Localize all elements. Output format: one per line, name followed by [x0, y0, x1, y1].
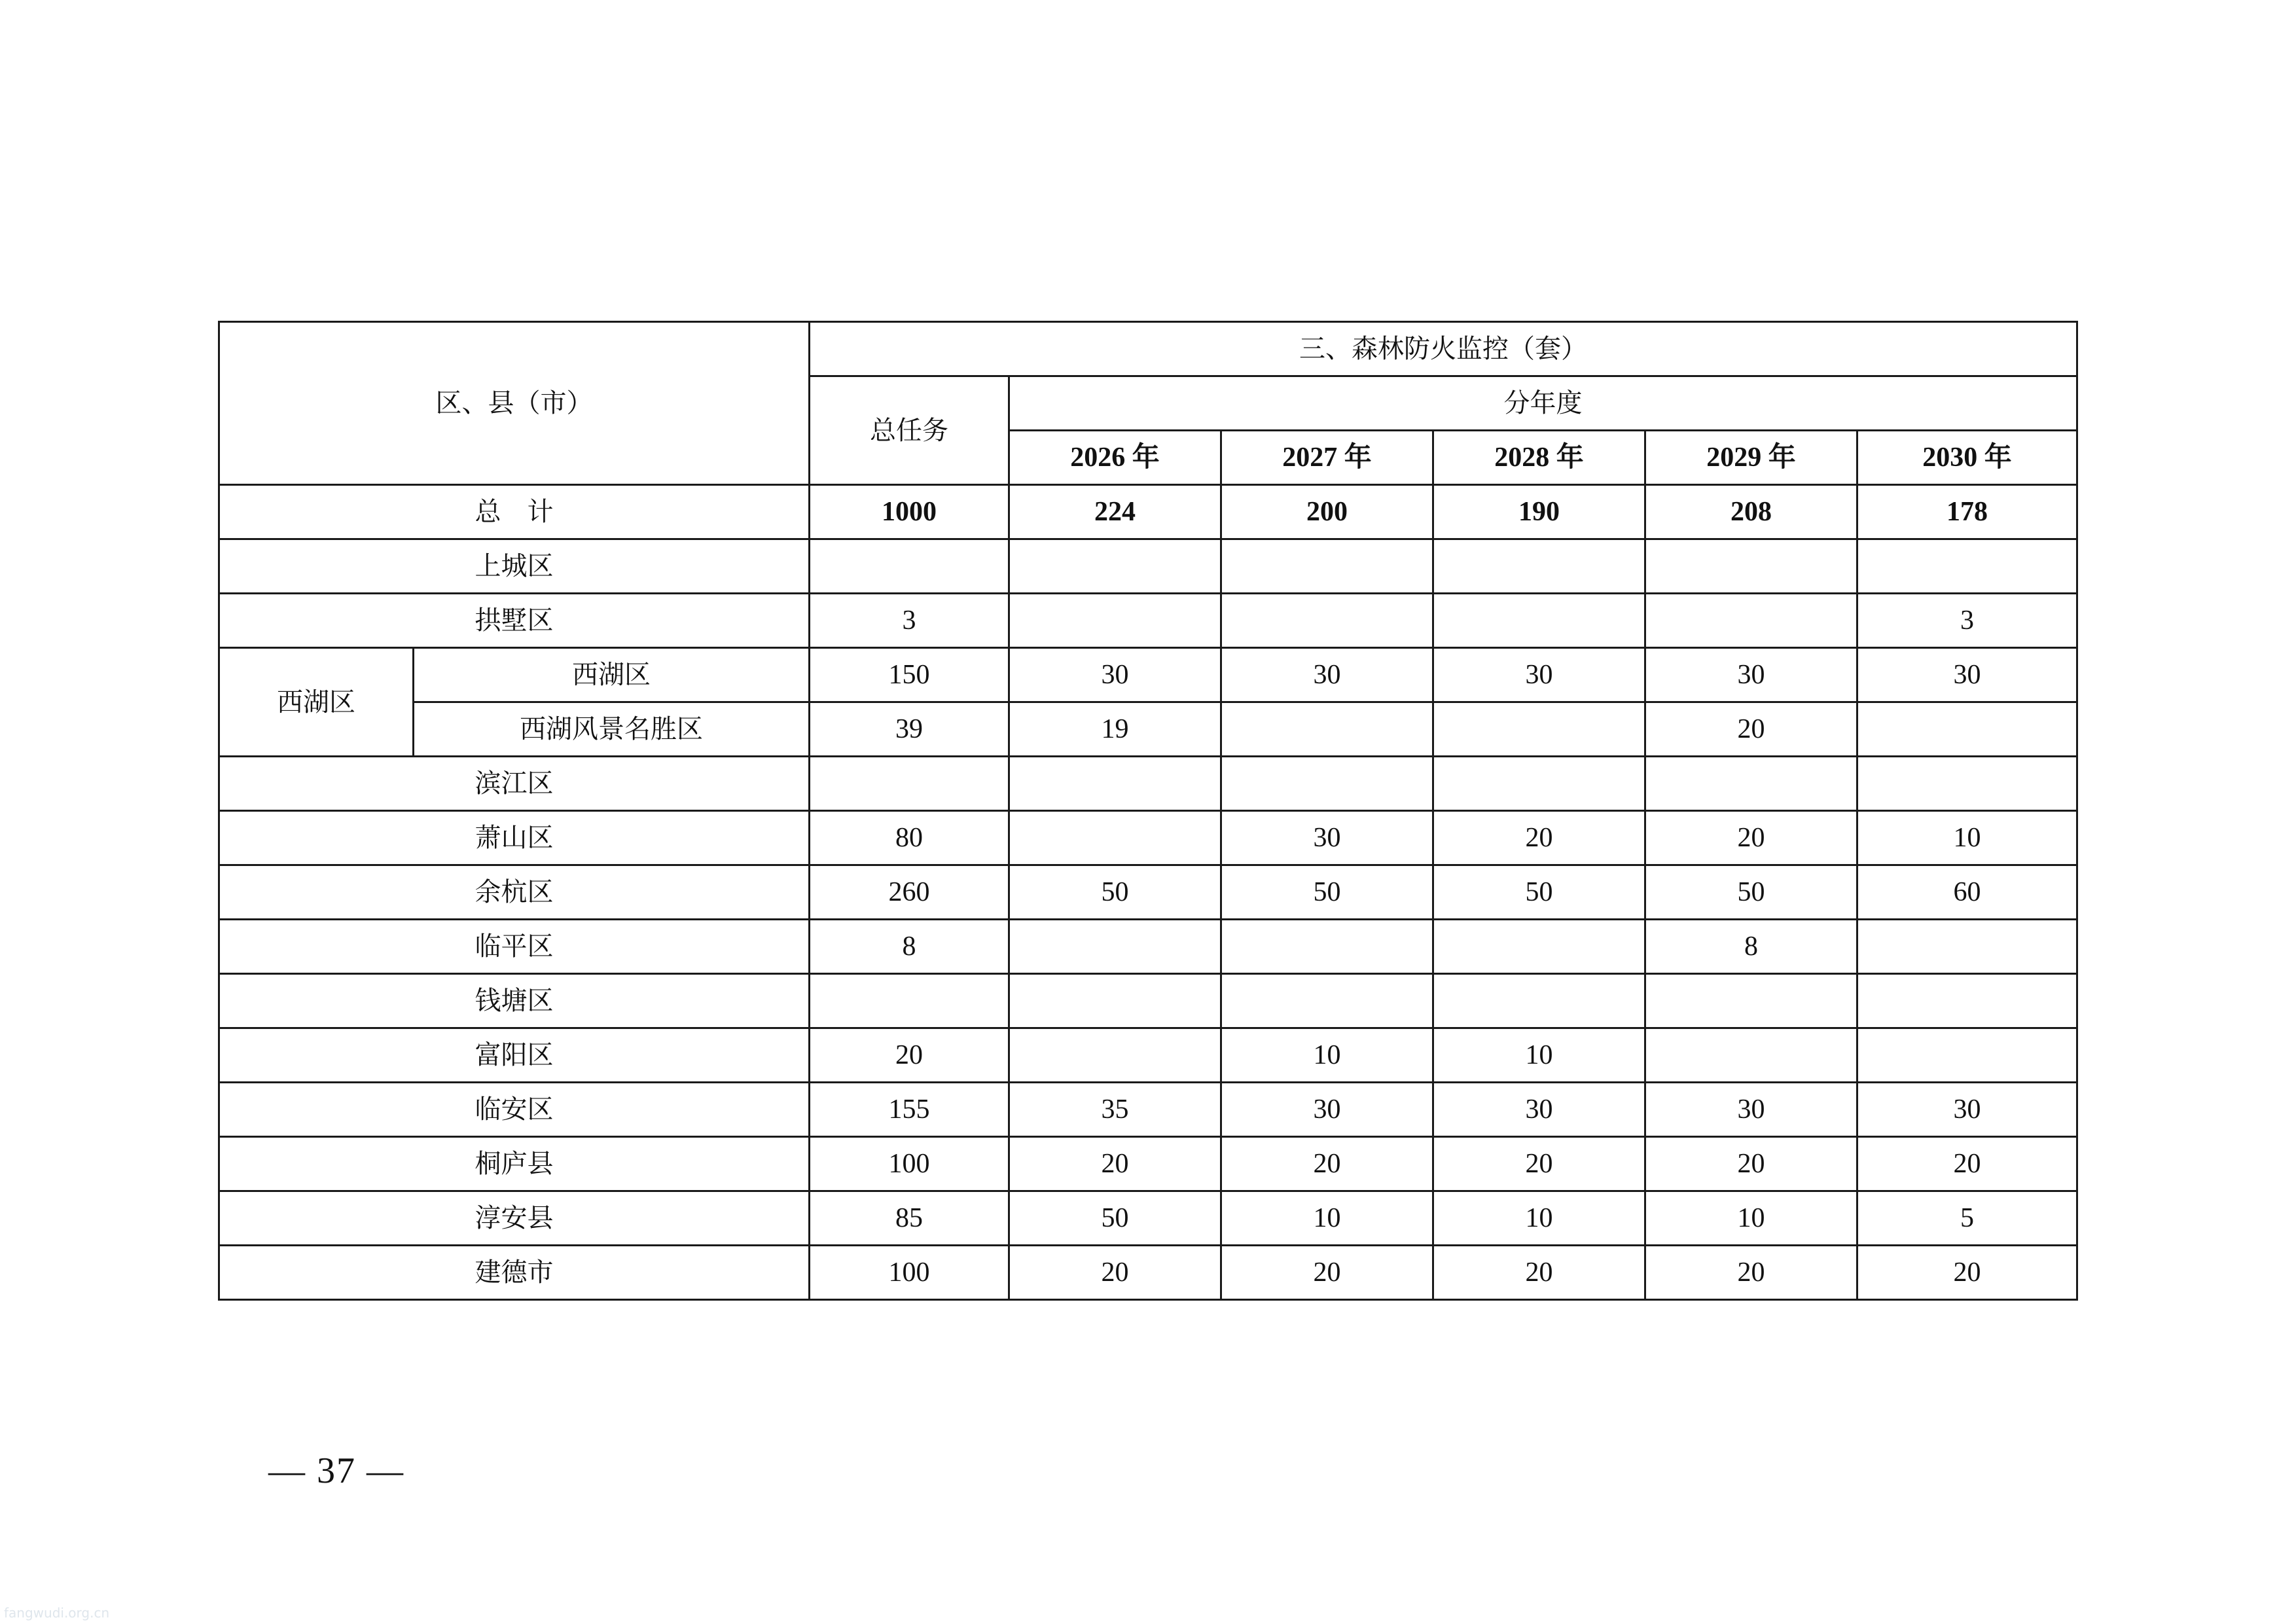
region-name-cell: 西湖风景名胜区 [414, 702, 810, 757]
year-value-cell: 10 [1433, 1028, 1645, 1083]
table-row [219, 1083, 2077, 1137]
year-value-cell [1433, 594, 1645, 648]
year-value-cell [1857, 539, 2077, 594]
table-row [219, 920, 2077, 974]
year-value-cell [1857, 1028, 2077, 1083]
year-value-cell: 20 [1857, 1246, 2077, 1300]
year-value-cell: 20 [1433, 1137, 1645, 1191]
year-value-cell: 30 [1221, 811, 1433, 865]
year-value-cell: 30 [1009, 648, 1221, 702]
region-name-cell: 临平区 [219, 920, 810, 974]
total-task-cell [810, 539, 1009, 594]
year-value-cell: 3 [1857, 594, 2077, 648]
region-group-cell: 西湖区 [219, 648, 414, 757]
year-value-cell [1221, 702, 1433, 757]
region-name-cell: 桐庐县 [219, 1137, 810, 1191]
site-watermark: fangwudi.org.cn [4, 1605, 110, 1621]
region-name-cell: 滨江区 [219, 757, 810, 811]
year-value-cell [1433, 539, 1645, 594]
year-value-cell: 35 [1009, 1083, 1221, 1137]
total-cell: 208 [1645, 485, 1857, 539]
total-task-cell: 155 [810, 1083, 1009, 1137]
total-task-cell: 3 [810, 594, 1009, 648]
year-value-cell: 20 [1857, 1137, 2077, 1191]
total-task-cell: 100 [810, 1137, 1009, 1191]
year-value-cell: 30 [1221, 1083, 1433, 1137]
total-task-cell [810, 974, 1009, 1028]
year-value-cell [1221, 757, 1433, 811]
year-value-cell [1009, 757, 1221, 811]
year-value-cell: 20 [1433, 1246, 1645, 1300]
page-number: — 37 — [268, 1451, 404, 1491]
year-value-cell: 10 [1857, 811, 2077, 865]
region-name-cell: 钱塘区 [219, 974, 810, 1028]
total-task-cell: 260 [810, 865, 1009, 920]
year-value-cell: 20 [1433, 811, 1645, 865]
total-task-cell: 8 [810, 920, 1009, 974]
header-row-1 [219, 322, 2077, 376]
year-value-cell: 50 [1645, 865, 1857, 920]
region-name-cell: 拱墅区 [219, 594, 810, 648]
year-value-cell: 50 [1433, 865, 1645, 920]
year-value-cell [1645, 539, 1857, 594]
year-value-cell [1009, 1028, 1221, 1083]
total-task-cell: 100 [810, 1246, 1009, 1300]
total-task-cell [810, 757, 1009, 811]
total-cell: 224 [1009, 485, 1221, 539]
table-row [219, 757, 2077, 811]
year-value-cell: 10 [1645, 1191, 1857, 1246]
total-task-cell: 80 [810, 811, 1009, 865]
year-value-cell: 30 [1645, 648, 1857, 702]
year-value-cell: 30 [1857, 648, 2077, 702]
year-value-cell: 30 [1857, 1083, 2077, 1137]
total-task-cell: 20 [810, 1028, 1009, 1083]
year-header: 2030 年 [1857, 431, 2077, 485]
year-value-cell [1857, 974, 2077, 1028]
year-value-cell [1009, 974, 1221, 1028]
total-task-cell: 85 [810, 1191, 1009, 1246]
year-value-cell [1221, 920, 1433, 974]
year-value-cell: 8 [1645, 920, 1857, 974]
year-value-cell: 10 [1221, 1028, 1433, 1083]
table-row [219, 539, 2077, 594]
year-value-cell: 60 [1857, 865, 2077, 920]
table-row [219, 594, 2077, 648]
year-value-cell [1857, 757, 2077, 811]
year-value-cell: 19 [1009, 702, 1221, 757]
table-row [219, 648, 2077, 702]
year-value-cell [1433, 974, 1645, 1028]
table-row [219, 1246, 2077, 1300]
year-value-cell: 30 [1433, 1083, 1645, 1137]
by-year-header: 分年度 [1009, 376, 2077, 431]
year-value-cell: 10 [1433, 1191, 1645, 1246]
region-name-cell: 富阳区 [219, 1028, 810, 1083]
year-value-cell [1009, 539, 1221, 594]
region-name-cell: 余杭区 [219, 865, 810, 920]
total-cell: 1000 [810, 485, 1009, 539]
region-name-cell: 建德市 [219, 1246, 810, 1300]
year-value-cell [1645, 1028, 1857, 1083]
region-name-cell: 临安区 [219, 1083, 810, 1137]
year-value-cell: 50 [1009, 1191, 1221, 1246]
year-value-cell: 50 [1221, 865, 1433, 920]
forest-fire-monitoring-table [218, 321, 2078, 1301]
table-row [219, 1028, 2077, 1083]
total-task-header: 总任务 [810, 376, 1009, 485]
year-value-cell [1009, 811, 1221, 865]
region-name-cell: 萧山区 [219, 811, 810, 865]
year-value-cell: 20 [1221, 1246, 1433, 1300]
table-row [219, 1137, 2077, 1191]
year-value-cell [1645, 974, 1857, 1028]
year-value-cell: 30 [1433, 648, 1645, 702]
year-value-cell: 30 [1221, 648, 1433, 702]
total-row [219, 485, 2077, 539]
table-row [219, 865, 2077, 920]
year-value-cell [1645, 594, 1857, 648]
region-name-cell: 淳安县 [219, 1191, 810, 1246]
total-cell: 178 [1857, 485, 2077, 539]
year-value-cell: 20 [1645, 811, 1857, 865]
total-task-cell: 39 [810, 702, 1009, 757]
year-header: 2029 年 [1645, 431, 1857, 485]
year-value-cell [1433, 920, 1645, 974]
total-task-cell: 150 [810, 648, 1009, 702]
year-value-cell [1857, 920, 2077, 974]
table-row [219, 974, 2077, 1028]
section-title: 三、森林防火监控（套） [810, 322, 2077, 376]
region-name-cell: 上城区 [219, 539, 810, 594]
year-value-cell [1221, 539, 1433, 594]
year-value-cell [1857, 702, 2077, 757]
region-column-header: 区、县（市） [219, 322, 810, 485]
year-value-cell [1645, 757, 1857, 811]
year-value-cell [1433, 757, 1645, 811]
table-row [219, 811, 2077, 865]
year-value-cell: 20 [1645, 702, 1857, 757]
year-header: 2026 年 [1009, 431, 1221, 485]
year-value-cell: 50 [1009, 865, 1221, 920]
total-cell: 190 [1433, 485, 1645, 539]
total-row-label: 总 计 [219, 485, 810, 539]
year-value-cell [1009, 594, 1221, 648]
year-value-cell: 10 [1221, 1191, 1433, 1246]
year-value-cell [1433, 702, 1645, 757]
year-value-cell [1221, 974, 1433, 1028]
year-header: 2027 年 [1221, 431, 1433, 485]
year-value-cell: 20 [1645, 1137, 1857, 1191]
year-value-cell: 5 [1857, 1191, 2077, 1246]
year-value-cell: 20 [1221, 1137, 1433, 1191]
year-header: 2028 年 [1433, 431, 1645, 485]
year-value-cell: 20 [1009, 1246, 1221, 1300]
table-row [219, 702, 2077, 757]
year-value-cell [1221, 594, 1433, 648]
year-value-cell: 20 [1009, 1137, 1221, 1191]
total-cell: 200 [1221, 485, 1433, 539]
table-row [219, 1191, 2077, 1246]
year-value-cell [1009, 920, 1221, 974]
year-value-cell: 30 [1645, 1083, 1857, 1137]
year-value-cell: 20 [1645, 1246, 1857, 1300]
region-name-cell: 西湖区 [414, 648, 810, 702]
